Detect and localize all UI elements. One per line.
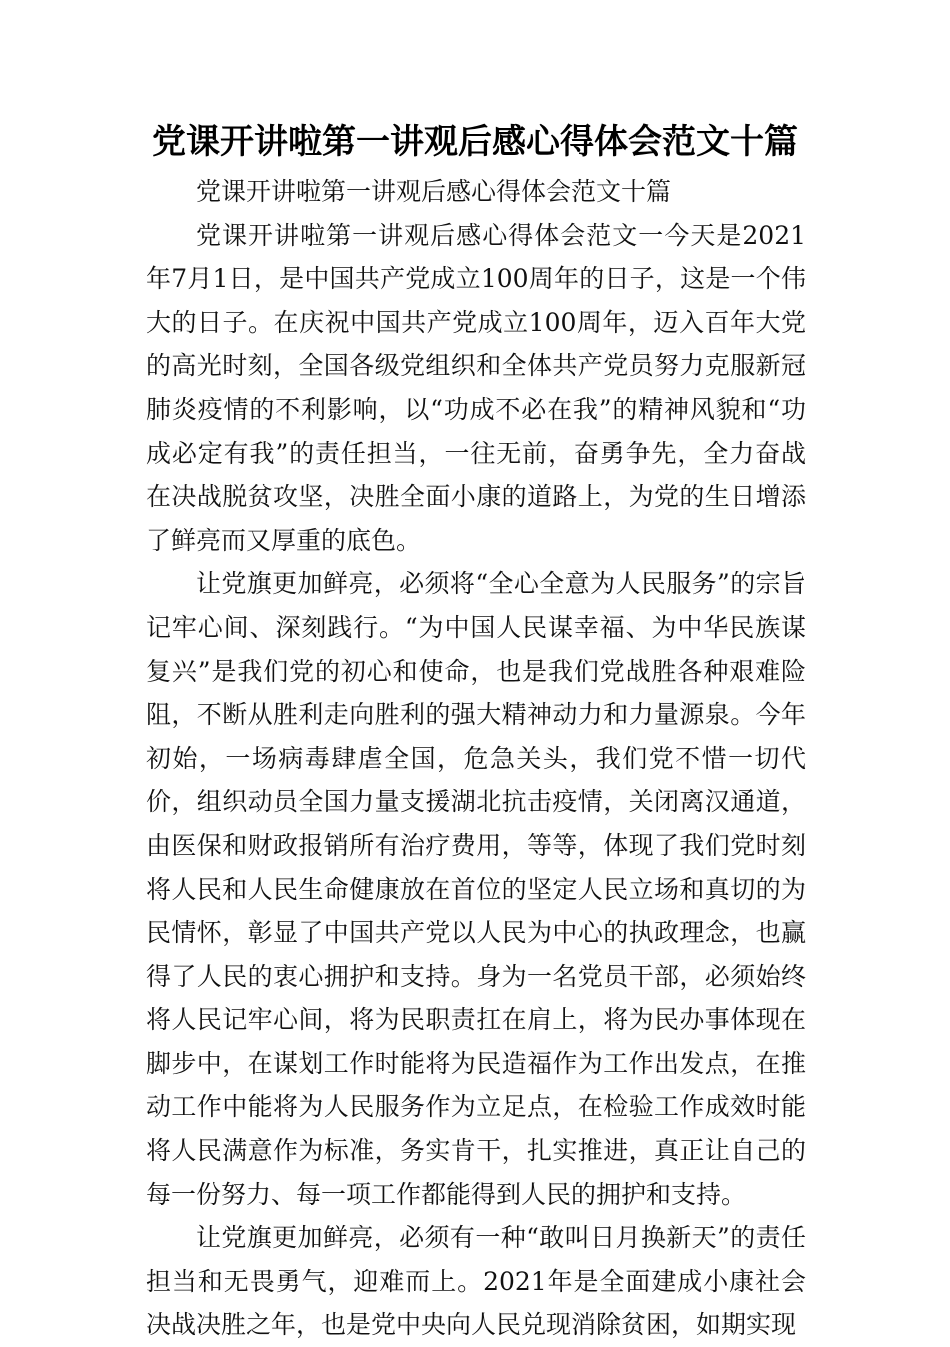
paragraph-3: 让党旗更加鲜亮，必须有一种“敢叫日月换新天”的责任担当和无畏勇气，迎难而上。2021年是全面建成小康社会决战决胜之年，也是党中央向人民兑现消除贫困，如期实现 bbox=[146, 1223, 806, 1340]
document-title: 党课开讲啦第一讲观后感心得体会范文十篇 bbox=[152, 122, 798, 162]
document-body bbox=[146, 170, 806, 1347]
document-subtitle: 党课开讲啦第一讲观后感心得体会范文十篇 bbox=[196, 177, 672, 206]
paragraph-2: 让党旗更加鲜亮，必须将“全心全意为人民服务”的宗旨记牢心间、深刻践行。“为中国人民谋幸福、为中华民族谋复兴”是我们党的初心和使命，也是我们党战胜各种艰难险阻，不断从胜利走向胜利的强大精神动力和力量源泉。今年初始，一场病毒肆虐全国，危急关头，我们党不惜一切代价，组织动员全国力量支援湖北抗击疫情，关闭离汉通道，由医保和财政报销所有治疗费用，等等，体现了我们党时刻将人民和人民生命健康放在首位的坚定人民立场和真切的为民情怀，彰显了中国共产党以人民为中心的执政理念，也赢得了人民的衷心拥护和支持。身为一名党员干部，必须始终将人民记牢心间，将为民职责扛在肩上，将为民办事体现在脚步中，在谋划工作时能将为民造福作为工作出发点，在推动工作中能将为人民服务作为立足点，在检验工作成效时能将人民满意作为标准，务实肯干，扎实推进，真正让自己的每一份努力、每一项工作都能得到人民的拥护和支持。 bbox=[146, 569, 806, 1209]
paragraph-1: 党课开讲啦第一讲观后感心得体会范文一今天是2021年7月1日，是中国共产党成立100周年的日子，这是一个伟大的日子。在庆祝中国共产党成立100周年，迈入百年大党的高光时刻，全国各级党组织和全体共产党员努力克服新冠肺炎疫情的不利影响，以“功成不必在我”的精神风貌和“功成必定有我”的责任担当，一往无前，奋勇争先，全力奋战在决战脱贫攻坚，决胜全面小康的道路上，为党的生日增添了鲜亮而又厚重的底色。 bbox=[146, 220, 806, 555]
